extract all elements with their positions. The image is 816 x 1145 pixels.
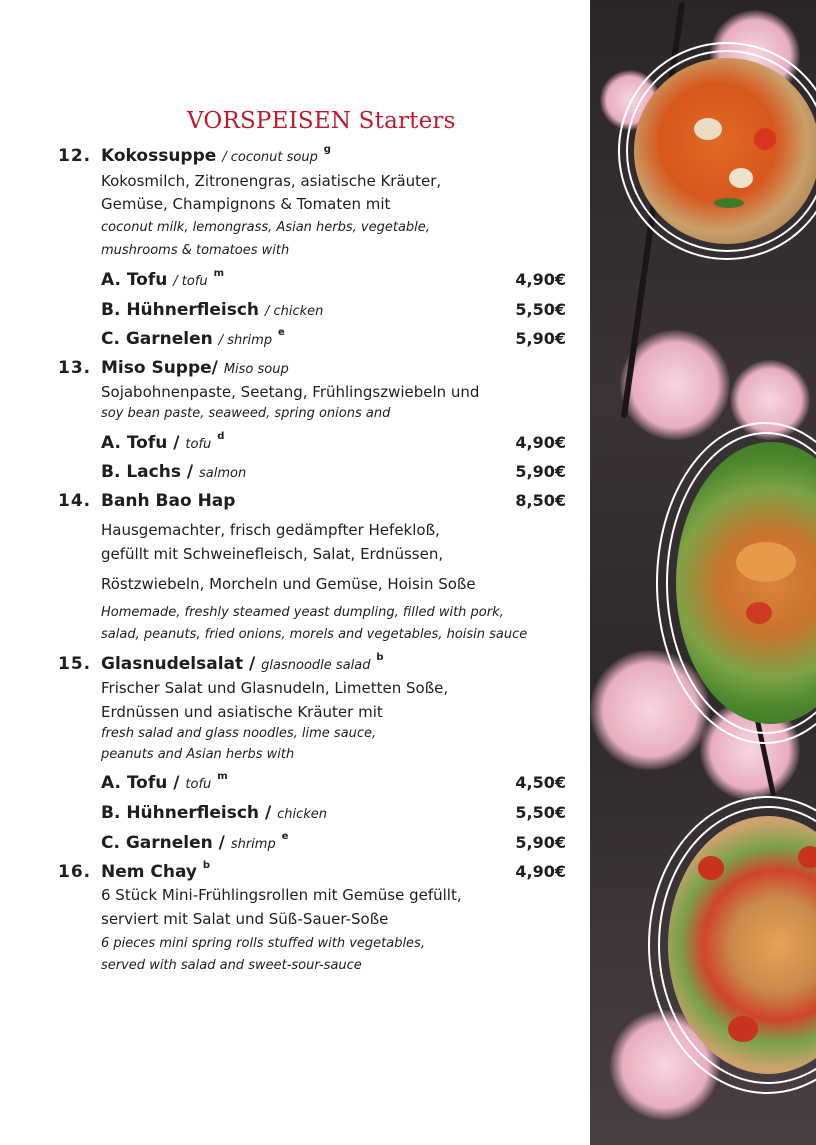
item-description-de: serviert mit Salat und Süß-Sauer-Soße <box>101 910 389 928</box>
tomato-piece <box>746 602 772 624</box>
item-description-en: Homemade, freshly steamed yeast dumpling, filled with pork, <box>101 605 504 620</box>
item-price: 8,50€ <box>515 491 566 510</box>
item-description-en: soy bean paste, seaweed, spring onions and <box>101 406 391 421</box>
item-description-en: coconut milk, lemongrass, Asian herbs, vegetable, <box>101 220 430 235</box>
item-number: 16. <box>58 862 92 882</box>
option-price: 5,90€ <box>515 833 566 852</box>
option-name: B. Hühnerfleisch / chicken <box>101 803 328 823</box>
option-name: A. Tofu / tofu $^m$ <box>101 268 225 290</box>
section-title: VORSPEISEN Starters <box>187 108 456 134</box>
option-price: 5,90€ <box>515 462 566 481</box>
item-description-de: Sojabohnenpaste, Seetang, Frühlingszwiebeln und <box>101 383 480 401</box>
item-description-en: peanuts and Asian herbs with <box>101 747 295 762</box>
item-description-de: Gemüse, Champignons & Tomaten mit <box>101 195 391 213</box>
side-image-panel <box>590 0 816 1145</box>
item-price: 4,90€ <box>515 862 566 881</box>
item-description-en: 6 pieces mini spring rolls stuffed with vegetables, <box>101 936 425 951</box>
option-name: A. Tofu / tofu $^d$ <box>101 431 225 453</box>
option-price: 5,50€ <box>515 300 566 319</box>
item-description-de: 6 Stück Mini-Frühlingsrollen mit Gemüse gefüllt, <box>101 886 462 904</box>
item-description-de: Frischer Salat und Glasnudeln, Limetten Soße, <box>101 679 449 697</box>
item-description-de: Kokosmilch, Zitronengras, asiatische Kräuter, <box>101 172 442 190</box>
item-number: 14. <box>58 491 92 511</box>
item-name: Miso Suppe/ Miso soup <box>101 358 289 378</box>
item-name: Kokossuppe / coconut soup $^g$ <box>101 144 331 166</box>
soup-bowl-photo <box>634 58 816 244</box>
option-name: C. Garnelen / shrimp $^e$ <box>101 831 289 853</box>
item-number: 13. <box>58 358 92 378</box>
mushroom-slice <box>694 118 722 140</box>
tomato-piece <box>754 128 776 150</box>
option-price: 5,90€ <box>515 329 566 348</box>
option-price: 5,50€ <box>515 803 566 822</box>
item-description-en: fresh salad and glass noodles, lime sauce, <box>101 726 377 741</box>
item-description-en: mushrooms & tomatoes with <box>101 243 290 258</box>
item-number: 12. <box>58 146 92 166</box>
item-description-de: Röstzwiebeln, Morcheln und Gemüse, Hoisin Soße <box>101 575 476 593</box>
option-price: 4,90€ <box>515 270 566 289</box>
option-name: C. Garnelen / shrimp $^e$ <box>101 327 285 349</box>
herb-leaf <box>714 198 744 208</box>
tomato-piece <box>798 846 816 868</box>
tomato-piece <box>728 1016 758 1042</box>
mushroom-slice <box>729 168 753 188</box>
option-price: 4,90€ <box>515 433 566 452</box>
item-name: Banh Bao Hap <box>101 491 236 511</box>
item-description-en: salad, peanuts, fried onions, morels and vegetables, hoisin sauce <box>101 627 528 642</box>
item-name: Glasnudelsalat / glasnoodle salad $^b$ <box>101 652 384 674</box>
item-description-de: Erdnüssen und asiatische Kräuter mit <box>101 703 383 721</box>
option-name: A. Tofu / tofu $^m$ <box>101 771 228 793</box>
item-description-de: gefüllt mit Schweinefleisch, Salat, Erdnüssen, <box>101 545 444 563</box>
item-number: 15. <box>58 654 92 674</box>
tomato-piece <box>698 856 724 880</box>
option-name: B. Lachs / salmon <box>101 462 247 482</box>
option-price: 4,50€ <box>515 773 566 792</box>
item-description-en: served with salad and sweet-sour-sauce <box>101 958 362 973</box>
item-name: Nem Chay $^b$ <box>101 860 211 882</box>
option-name: B. Hühnerfleisch / chicken <box>101 300 324 320</box>
noodle-heap <box>736 542 796 582</box>
item-description-de: Hausgemachter, frisch gedämpfter Hefekloß, <box>101 521 440 539</box>
